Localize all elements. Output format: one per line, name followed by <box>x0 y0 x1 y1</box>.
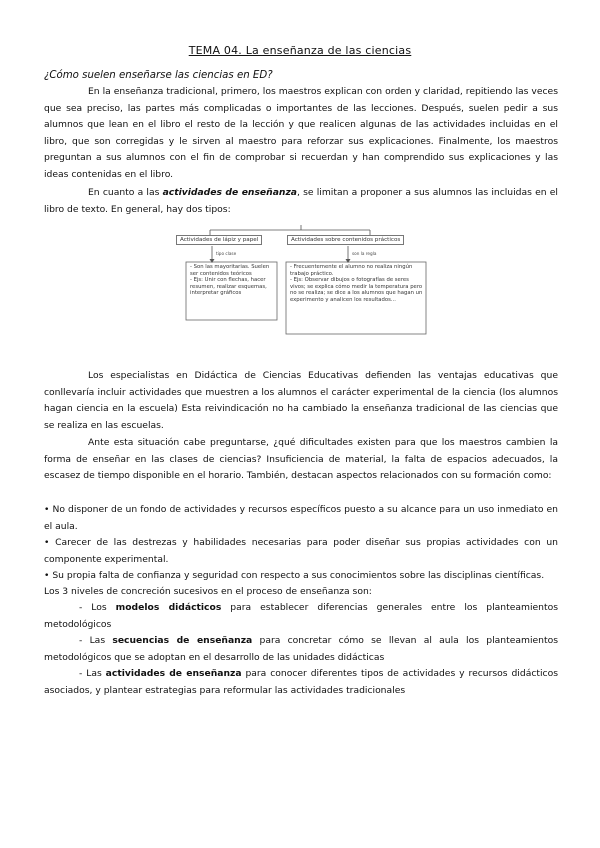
diagram-list-left <box>190 264 274 297</box>
section-question: ¿Cómo suelen enseñarse las ciencias en ED? <box>44 70 273 81</box>
levels-list <box>44 600 558 700</box>
diagram-list-item: - Son las mayoritarias. Suelen ser contenidos teóricos <box>190 264 270 277</box>
paragraph-specialists: Los especialistas en Didáctica de Ciencias Educativas defienden las ventajas educativas que conllevaría incluir actividades que muestren a los alumnos el carácter experimental de la ciencia (los alumnos hagan ciencia en la escuela) Esta reivindicación no ha cambiado la enseñanza tradicional de las ciencias que se realiza en las escuelas. <box>44 370 558 431</box>
bullet-item: • Su propia falta de confianza y seguridad con respecto a sus conocimientos sobre las disciplinas científicas. <box>44 570 545 581</box>
activities-diagram <box>170 225 432 360</box>
level-item: - Los modelos didácticos para establecer diferencias generales entre los planteamientos metodológicos <box>44 602 558 630</box>
paragraph-difficulties: Ante esta situación cabe preguntarse, ¿qué dificultades existen para que los maestros cambien la forma de enseñar en las clases de ciencias? Insuficiencia de material, la falta de espacios adecuados, la escasez de tiempo disponible en el horario. También, destacan aspectos relacionados con su formación como: <box>44 437 558 482</box>
diagram-box-practical: Actividades sobre contenidos prácticos <box>287 235 404 245</box>
diagram-note-left: tipo clase <box>216 251 237 256</box>
diagram-list-right <box>290 264 424 304</box>
page-title: TEMA 04. La enseñanza de las ciencias <box>188 44 412 57</box>
paragraph-activities: En cuanto a las actividades de enseñanza, se limitan a proponer a sus alumnos las incluidas en el libro de texto. En general, hay dos tipos: <box>44 187 558 215</box>
paragraph-traditional-teaching: En la enseñanza tradicional, primero, los maestros explican con orden y claridad, repitiendo las veces que sea preciso, las partes más complicadas o importantes de las lecciones. Después, suelen pedir a sus alumnos que lean en el libro el resto de la lección y que realicen algunas de las actividades incluidas en el libro, que son corregidas y le sirven al maestro para reforzar sus explicaciones. Finalmente, los maestros preguntan a sus alumnos con el fin de comprobar si recuerdan y han comprendido sus explicaciones y las ideas contenidas en el libro. <box>44 86 558 180</box>
diagram-note-right: son la regla <box>352 251 377 256</box>
bullet-item: • No disponer de un fondo de actividades y recursos específicos puesto a su alcance para un uso inmediato en el aula. <box>44 504 558 532</box>
bullet-item: • Carecer de las destrezas y habilidades necesarias para poder diseñar sus propias actividades con un componente experimental. <box>44 537 558 565</box>
diagram-list-item: - Frecuentemente el alumno no realiza ningún trabajo práctico. <box>290 264 413 277</box>
levels-intro: Los 3 niveles de concreción sucesivos en el proceso de enseñanza son: <box>44 586 372 597</box>
diagram-list-item: - Ejs: Observar dibujos o fotografías de seres vivos; se explica cómo medir la temperatura pero no se realiza; se dice a los alumnos que hagan un experimento y analicen los resultados... <box>290 277 423 303</box>
level-item: - Las secuencias de enseñanza para concretar cómo se llevan al aula los planteamientos metodológicos que se adoptan en el desarrollo de las unidades didácticas <box>44 635 558 663</box>
diagram-box-pencil-paper: Actividades de lápiz y papel <box>176 235 262 245</box>
level-item: - Las actividades de enseñanza para conocer diferentes tipos de actividades y recursos didácticos asociados, y plantear estrategias para reformular las actividades tradicionales <box>44 668 558 696</box>
diagram-list-item: - Ejs: Unir con flechas, hacer resumen, realizar esquemas, interpretar gráficos <box>190 277 267 297</box>
